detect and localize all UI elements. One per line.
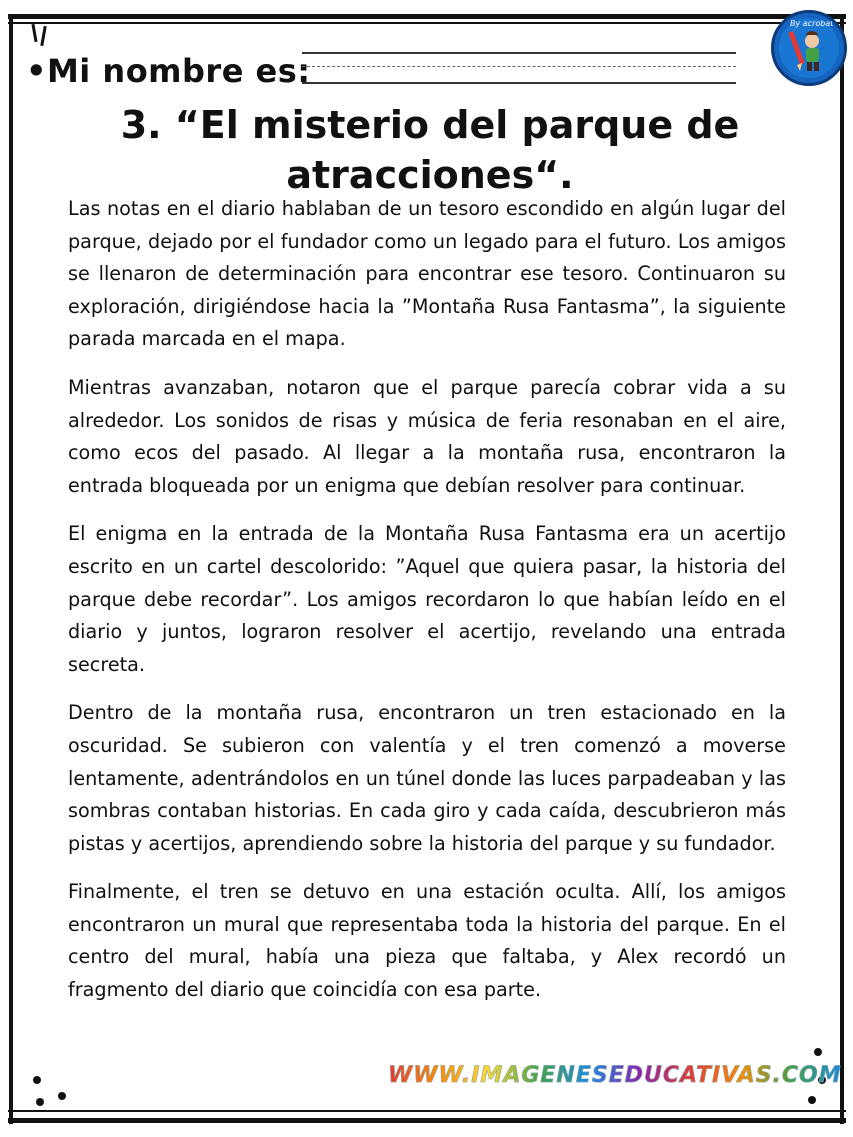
author-logo: [771, 10, 847, 86]
story-paragraph: Mientras avanzaban, notaron que el parque parecía cobrar vida a su alrededor. Los sonidos de risas y música de feria resonaban en el aire, como ecos del pasado. Al llegar a la montaña rusa, encontraron la entrada bloqueada por un enigma que debían resolver para continuar.: [68, 375, 786, 497]
frame-top-line: [8, 14, 846, 19]
name-writing-line-top: [302, 52, 736, 54]
doodle-mark: [31, 24, 37, 42]
website-watermark: WWW.IMAGENESEDUCATIVAS.COM: [388, 1063, 842, 1088]
logo-text: By acrobat: [790, 19, 834, 28]
story-paragraph: Finalmente, el tren se detuvo en una estación oculta. Allí, los amigos encontraron un mural que representaba toda la historia del parque. En el centro del mural, había una pieza que faltaba, y Alex recordó un fragmento del diario que coincidía con esa parte.: [68, 880, 786, 1002]
decor-dot: [33, 1076, 41, 1084]
decor-dot: [36, 1098, 44, 1106]
story-title-line-1: 3. “El misterio del parque de: [120, 103, 740, 147]
frame-bottom-line-inner: [8, 1110, 846, 1112]
frame-top-line-inner: [8, 22, 846, 24]
name-writing-line-mid: [302, 66, 736, 67]
name-label: •Mi nombre es:: [26, 52, 311, 90]
frame-right-line: [840, 14, 844, 1124]
decor-dot: [808, 1096, 816, 1104]
frame-bottom-line: [8, 1118, 846, 1123]
story-paragraph: Dentro de la montaña rusa, encontraron un tren estacionado en la oscuridad. Se subieron con valentía y el tren comenzó a moverse lentamente, adentrándolos en un túnel donde las luces parpadeaban y las sombras contaban historias. En cada giro y cada caída, descubrieron más pistas y acertijos, aprendiendo sobre la historia del parque y su fundador.: [68, 701, 786, 855]
doodle-mark: [40, 26, 46, 46]
story-body: [68, 193, 786, 1023]
story-title-line-2: atracciones“.: [286, 153, 574, 197]
frame-left-line: [9, 14, 13, 1124]
decor-dot: [58, 1092, 66, 1100]
story-paragraph: Las notas en el diario hablaban de un tesoro escondido en algún lugar del parque, dejado por el fundador como un legado para el futuro. Los amigos se llenaron de determinación para encontrar ese tesoro. Continuaron su exploración, dirigiéndose hacia la ”Montaña Rusa Fantasma”, la siguiente parada marcada en el mapa.: [68, 197, 786, 351]
name-writing-line-bottom: [302, 82, 736, 84]
decor-dot: [814, 1048, 822, 1056]
story-paragraph: El enigma en la entrada de la Montaña Rusa Fantasma era un acertijo escrito en un cartel descolorido: ”Aquel que quiera pasar, la historia del parque debe recordar”. Los amigos recordaron lo que habían leído en el diario y juntos, lograron resolver el acertijo, revelando una entrada secreta.: [68, 522, 786, 676]
